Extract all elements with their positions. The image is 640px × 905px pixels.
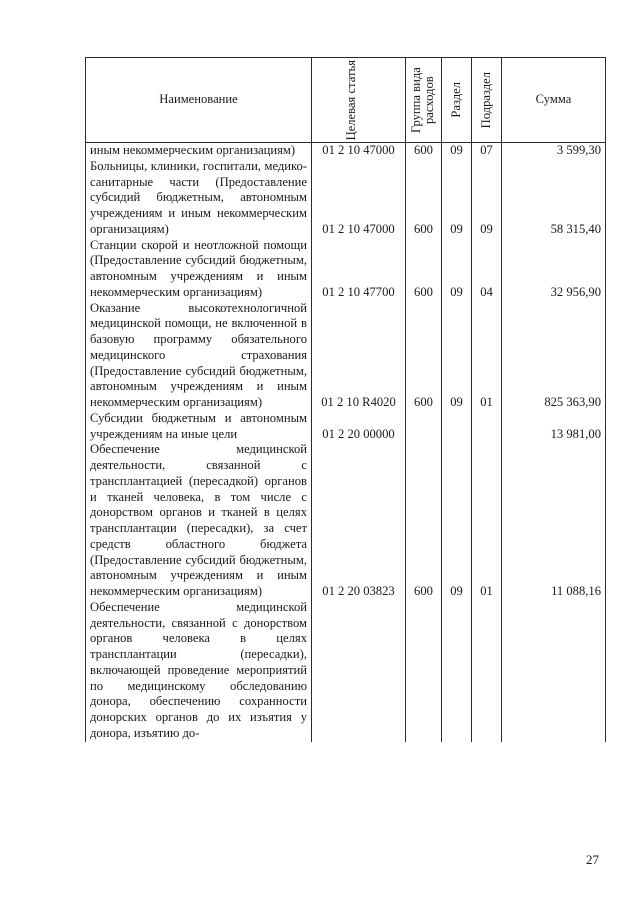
table-row bbox=[86, 600, 606, 742]
budget-table bbox=[85, 57, 606, 742]
table-header bbox=[86, 58, 606, 143]
row-name: Станции скорой и неотложной помощи (Предоставление субсидий бюджетным, автономным учреждениям и иным некоммерческим организациям) bbox=[86, 238, 312, 301]
row-name: Обеспечение медицинской деятельности, связанной с трансплантацией (пересадкой) органов и тканей человека, в том числе с донорством органов и тканей в целях трансплантации (пересадки), за счет средств областного бюджета (Предоставление субсидий бюджетным, автономным учреждениям и иным некоммерческим организациям) bbox=[86, 442, 312, 600]
row-target: 01 2 10 47000 bbox=[312, 143, 406, 159]
header-target bbox=[312, 58, 406, 143]
header-section-label: Раздел bbox=[449, 82, 463, 118]
row-sum: 13 981,00 bbox=[502, 411, 606, 443]
row-sum: 32 956,90 bbox=[502, 238, 606, 301]
row-group: 600 bbox=[406, 238, 442, 301]
table-row bbox=[86, 301, 606, 411]
header-name bbox=[86, 58, 312, 143]
row-name: иным некоммерческим организациям) bbox=[86, 143, 312, 159]
row-subsection: 09 bbox=[472, 159, 502, 238]
row-sum: 58 315,40 bbox=[502, 159, 606, 238]
header-section bbox=[442, 58, 472, 143]
row-section: 09 bbox=[442, 159, 472, 238]
table-row bbox=[86, 238, 606, 301]
row-subsection bbox=[472, 411, 502, 443]
header-name-label: Наименование bbox=[159, 92, 238, 107]
row-name: Больницы, клиники, госпитали, медико-санитарные части (Предоставление субсидий бюджетным, автономным учреждениям и иным некоммерческим организациям) bbox=[86, 159, 312, 238]
row-target: 01 2 10 47700 bbox=[312, 238, 406, 301]
row-sum bbox=[502, 600, 606, 742]
row-subsection: 04 bbox=[472, 238, 502, 301]
table-row bbox=[86, 442, 606, 600]
row-subsection: 01 bbox=[472, 442, 502, 600]
row-target: 01 2 10 R4020 bbox=[312, 301, 406, 411]
header-target-label: Целевая статья bbox=[343, 59, 358, 141]
header-sum-label: Сумма bbox=[535, 92, 572, 107]
row-section: 09 bbox=[442, 143, 472, 159]
budget-document-page bbox=[85, 57, 605, 742]
row-group: 600 bbox=[406, 442, 442, 600]
page-number: 27 bbox=[586, 852, 599, 867]
header-subsection-label: Подраздел bbox=[479, 71, 493, 129]
header-subsection bbox=[472, 58, 502, 143]
header-sum bbox=[502, 58, 606, 143]
header-group-label: Группа вида расходов bbox=[408, 67, 436, 133]
row-section bbox=[442, 600, 472, 742]
row-subsection bbox=[472, 600, 502, 742]
row-group bbox=[406, 600, 442, 742]
table-row bbox=[86, 411, 606, 443]
row-group: 600 bbox=[406, 301, 442, 411]
row-sum: 3 599,30 bbox=[502, 143, 606, 159]
table-row bbox=[86, 143, 606, 159]
row-section: 09 bbox=[442, 442, 472, 600]
row-section: 09 bbox=[442, 301, 472, 411]
row-sum: 825 363,90 bbox=[502, 301, 606, 411]
row-target: 01 2 20 00000 bbox=[312, 411, 406, 443]
row-name: Субсидии бюджетным и автономным учреждениям на иные цели bbox=[86, 411, 312, 443]
row-subsection: 07 bbox=[472, 143, 502, 159]
row-group: 600 bbox=[406, 159, 442, 238]
header-group bbox=[406, 58, 442, 143]
row-subsection: 01 bbox=[472, 301, 502, 411]
row-target: 01 2 10 47000 bbox=[312, 159, 406, 238]
row-name: Обеспечение медицинской деятельности, связанной с донорством органов человека в целях трансплантации (пересадки), включающей проведение мероприятий по медицинскому обследованию донора, обеспечению сохранности донорских органов до их изъятия у донора, изъятию до- bbox=[86, 600, 312, 742]
table-row bbox=[86, 159, 606, 238]
row-group: 600 bbox=[406, 143, 442, 159]
row-section: 09 bbox=[442, 238, 472, 301]
row-name: Оказание высокотехнологичной медицинской помощи, не включенной в базовую программу обязательного медицинского страхования (Предоставление субсидий бюджетным, автономным учреждениям и иным некоммерческим организациям) bbox=[86, 301, 312, 411]
row-target bbox=[312, 600, 406, 742]
table-body bbox=[86, 143, 606, 742]
row-group bbox=[406, 411, 442, 443]
row-sum: 11 088,16 bbox=[502, 442, 606, 600]
row-section bbox=[442, 411, 472, 443]
row-target: 01 2 20 03823 bbox=[312, 442, 406, 600]
